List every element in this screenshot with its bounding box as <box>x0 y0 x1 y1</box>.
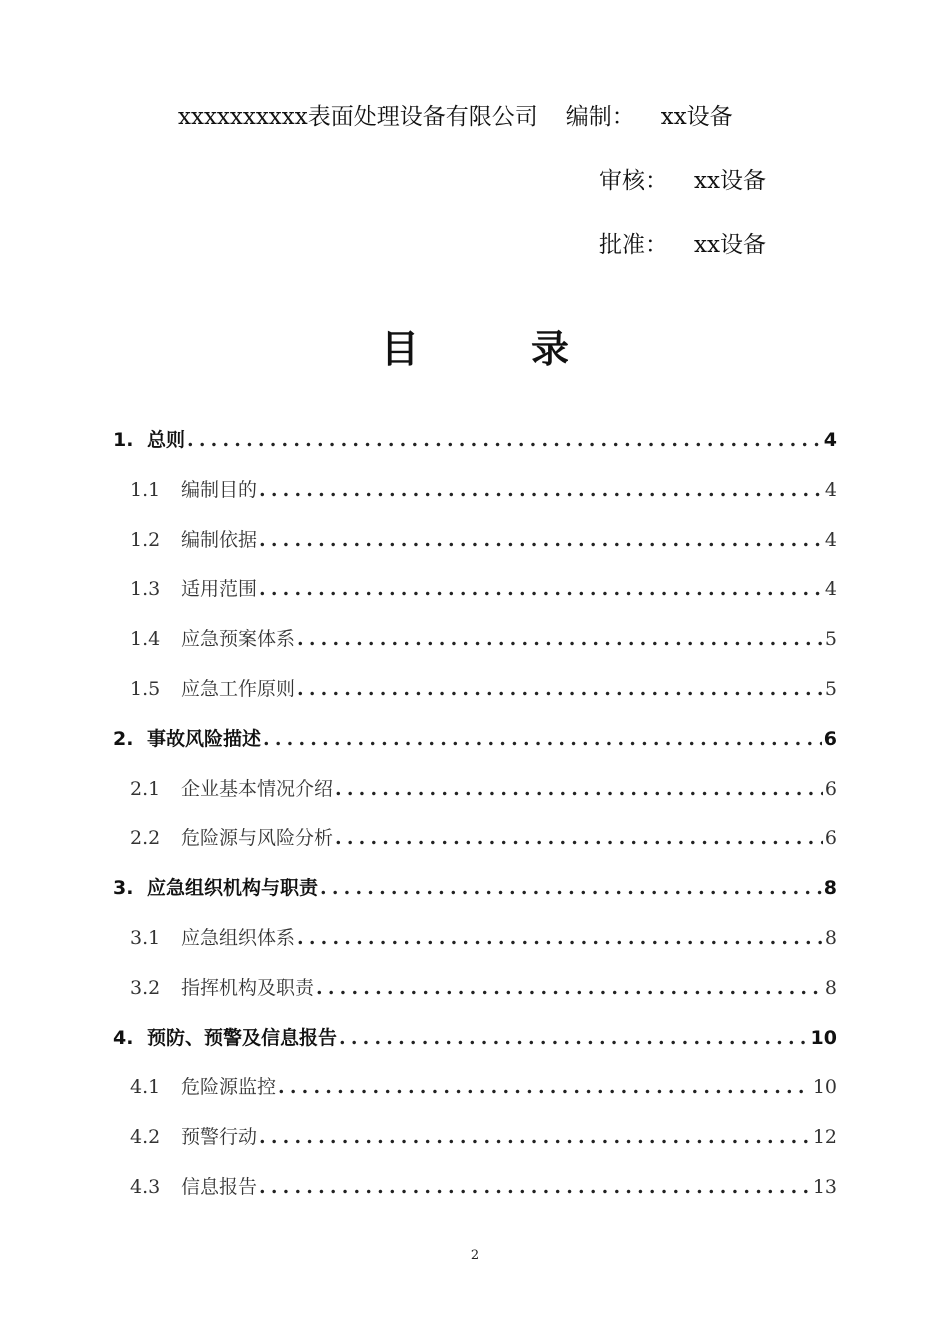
toc-entry-page: 4 <box>823 429 837 451</box>
toc-entry-section[interactable] <box>113 823 837 873</box>
toc-entry-section[interactable] <box>113 1172 837 1222</box>
toc-entry-number: 2.2 <box>130 827 161 850</box>
toc-entry-label: 危险源监控 <box>181 1076 277 1099</box>
toc-dot-leader <box>335 827 823 849</box>
toc-entry-page: 4 <box>824 528 837 551</box>
toc-entry-page: 12 <box>812 1126 837 1149</box>
toc-entry-section[interactable] <box>113 973 837 1023</box>
toc-entry-section[interactable] <box>113 674 837 724</box>
toc-entry-label: 应急预案体系 <box>181 628 296 651</box>
toc-entry-label: 预防、预警及信息报告 <box>147 1026 338 1049</box>
compiled-by-label: 编制： <box>565 104 635 130</box>
toc-entry-chapter[interactable] <box>113 1023 837 1073</box>
toc-entry-page: 6 <box>824 777 837 800</box>
toc-dot-leader <box>297 628 823 650</box>
toc-entry-section[interactable] <box>113 774 837 824</box>
toc-dot-leader <box>320 877 822 899</box>
toc-entry-page: 5 <box>824 628 837 651</box>
toc-entry-number: 4.3 <box>130 1175 161 1198</box>
approved-by-label: 批准： <box>599 232 668 258</box>
toc-entry-number: 3. <box>113 877 134 900</box>
toc-entry-number: 4.1 <box>130 1076 161 1099</box>
toc-entry-number: 1.4 <box>130 628 161 651</box>
toc-dot-leader <box>259 479 823 501</box>
reviewed-by-value: xx设备 <box>694 168 766 194</box>
page-number: 2 <box>470 1248 480 1263</box>
toc-entry-number: 1.2 <box>130 528 161 551</box>
toc-entry-number: 3.2 <box>130 976 161 999</box>
toc-entry-number: 1.5 <box>130 677 161 700</box>
toc-entry-section[interactable] <box>113 525 837 575</box>
toc-entry-number: 1.1 <box>130 478 161 501</box>
company-name: xxxxxxxxxx表面处理设备有限公司 <box>178 104 538 130</box>
toc-dot-leader <box>316 977 823 999</box>
toc-entry-label: 危险源与风险分析 <box>181 827 334 850</box>
compiled-by-value: xx设备 <box>660 104 733 130</box>
table-of-contents <box>113 425 837 1222</box>
toc-entry-section[interactable] <box>113 1122 837 1172</box>
toc-entry-page: 13 <box>812 1175 837 1198</box>
reviewed-by-label: 审核： <box>599 168 668 194</box>
toc-entry-section[interactable] <box>113 574 837 624</box>
toc-dot-leader <box>187 429 822 451</box>
toc-dot-leader <box>259 1176 811 1198</box>
toc-entry-section[interactable] <box>113 624 837 674</box>
header-company-line <box>178 98 733 131</box>
toc-dot-leader <box>339 1027 809 1049</box>
approved-by-line <box>599 226 766 259</box>
toc-entry-page: 4 <box>824 578 837 601</box>
title-char-1: 目 <box>380 327 419 371</box>
toc-entry-number: 2.1 <box>130 777 161 800</box>
toc-entry-number: 2. <box>113 727 134 750</box>
toc-entry-number: 4.2 <box>130 1126 161 1149</box>
toc-entry-label: 编制目的 <box>181 478 258 501</box>
toc-entry-page: 4 <box>824 478 837 501</box>
toc-entry-section[interactable] <box>113 475 837 525</box>
toc-dot-leader <box>259 1126 811 1148</box>
toc-entry-label: 应急工作原则 <box>181 677 296 700</box>
toc-dot-leader <box>335 778 823 800</box>
toc-entry-page: 10 <box>810 1026 837 1049</box>
toc-dot-leader <box>259 578 823 600</box>
toc-entry-label: 事故风险描述 <box>147 727 262 750</box>
toc-entry-number: 4. <box>113 1026 134 1049</box>
toc-entry-number: 3.1 <box>130 926 161 949</box>
toc-entry-page: 5 <box>824 677 837 700</box>
toc-entry-page: 8 <box>824 926 837 949</box>
toc-entry-page: 8 <box>824 976 837 999</box>
toc-dot-leader <box>297 927 823 949</box>
reviewed-by-line <box>599 162 766 195</box>
approved-by-value: xx设备 <box>694 232 766 258</box>
toc-entry-page: 10 <box>812 1076 837 1099</box>
toc-entry-label: 指挥机构及职责 <box>181 976 315 999</box>
toc-entry-label: 企业基本情况介绍 <box>181 777 334 800</box>
toc-entry-label: 应急组织体系 <box>181 926 296 949</box>
toc-dot-leader <box>263 728 822 750</box>
toc-entry-label: 应急组织机构与职责 <box>147 877 319 900</box>
toc-entry-label: 信息报告 <box>181 1175 258 1198</box>
toc-entry-label: 总则 <box>147 429 186 451</box>
toc-entry-number: 1. <box>113 429 134 451</box>
toc-entry-page: 8 <box>823 877 837 900</box>
toc-entry-number: 1.3 <box>130 578 161 601</box>
toc-entry-chapter[interactable] <box>113 873 837 923</box>
title-char-2: 录 <box>531 327 570 371</box>
toc-entry-section[interactable] <box>113 923 837 973</box>
toc-dot-leader <box>297 678 823 700</box>
toc-entry-section[interactable] <box>113 1072 837 1122</box>
page-title <box>0 318 950 373</box>
toc-entry-label: 编制依据 <box>181 528 258 551</box>
toc-dot-leader <box>278 1076 811 1098</box>
toc-entry-page: 6 <box>823 727 837 750</box>
toc-entry-chapter[interactable] <box>113 724 837 774</box>
toc-entry-label: 适用范围 <box>181 578 258 601</box>
toc-entry-page: 6 <box>824 827 837 850</box>
toc-dot-leader <box>259 529 823 551</box>
toc-entry-label: 预警行动 <box>181 1126 258 1149</box>
toc-entry-chapter[interactable] <box>113 425 837 475</box>
